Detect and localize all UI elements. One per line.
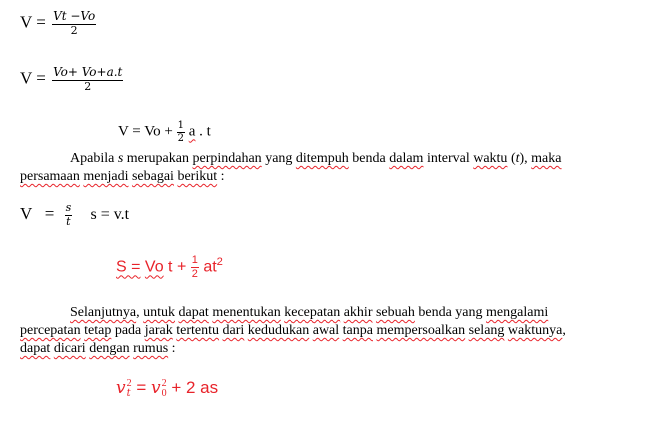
equation-4-fraction: [65, 202, 73, 228]
text: yang: [261, 151, 296, 166]
word: dari: [222, 323, 245, 338]
text: ),: [519, 151, 532, 166]
word: ditempuh: [295, 151, 349, 166]
word: persamaan: [20, 169, 80, 184]
equation-2: [20, 66, 123, 93]
equation-6-equals: =: [131, 378, 151, 397]
word: untuk: [143, 305, 175, 320]
word: sebagai: [131, 169, 174, 184]
word: tetap: [84, 323, 112, 338]
equation-1-fraction: [52, 10, 96, 37]
word: menentukan: [212, 305, 281, 320]
text: Apabila: [70, 151, 118, 166]
equation-3-numerator: 1: [177, 120, 184, 131]
equation-5-denominator: 2: [191, 267, 198, 280]
text: benda: [348, 151, 390, 166]
text: interval: [423, 151, 474, 166]
equation-6-rest: + 2 as: [166, 378, 219, 397]
paragraph-1-line-1: [70, 150, 562, 168]
equation-4: [20, 202, 129, 228]
text: ,: [562, 323, 566, 338]
equation-3: [118, 120, 211, 144]
equation-4-lhs: V =: [20, 204, 55, 224]
word: waktunya: [507, 323, 563, 338]
word: berikut: [177, 169, 218, 184]
word: dengan: [89, 341, 130, 356]
word: rumus: [133, 341, 169, 356]
word: percepatan: [20, 323, 81, 338]
word: dapat: [20, 341, 51, 356]
word: sebuah: [375, 305, 415, 320]
word: maka: [531, 151, 562, 166]
var-t: t: [515, 151, 520, 166]
equation-6-sub-1: t: [126, 388, 131, 400]
equation-1-numerator: Vt −Vo: [53, 9, 96, 23]
paragraph-2-line-2: [20, 322, 566, 340]
equation-1-denominator: 2: [70, 23, 78, 37]
word: dicari: [53, 341, 86, 356]
equation-3-tail: . t: [199, 123, 211, 140]
equation-5-exponent: 2: [216, 256, 223, 269]
word: Selanjutnya: [70, 305, 137, 320]
equation-6: [116, 378, 218, 399]
text: ,: [136, 305, 144, 320]
equation-1: [20, 10, 96, 37]
word: waktu: [473, 151, 508, 166]
equation-5-vo: Vo: [144, 258, 164, 276]
text: :: [168, 341, 176, 356]
paragraph-2-line-3: [20, 340, 176, 358]
equation-3-text: V = Vo +: [118, 123, 173, 140]
equation-3-fraction: [177, 120, 185, 144]
word: perpindahan: [192, 151, 262, 166]
word: kecepatan: [284, 305, 341, 320]
equation-5-t: t +: [163, 258, 187, 276]
equation-6-v1: v: [116, 378, 126, 398]
equation-4-numerator: s: [65, 201, 72, 214]
equation-5-fraction: [191, 254, 199, 280]
equation-3-denominator: 2: [177, 132, 184, 144]
word: menjadi: [83, 169, 129, 184]
equation-1-lhs: V =: [20, 12, 46, 32]
word: mempersoalkan: [376, 323, 466, 338]
text: pada: [111, 323, 145, 338]
equation-6-sub-2: 0: [161, 388, 167, 400]
word: dalam: [389, 151, 424, 166]
var-s: s: [117, 151, 124, 166]
text: benda yang: [414, 305, 487, 320]
equation-2-numerator: Vo+ Vo+a.t: [53, 65, 123, 79]
equation-5-numerator: 1: [191, 254, 198, 266]
word: kedudukan: [247, 323, 310, 338]
word: jarak: [144, 323, 173, 338]
equation-4-rhs: s = v.t: [90, 206, 130, 224]
equation-5-at: at: [203, 258, 217, 276]
word: awal: [312, 323, 340, 338]
equation-6-sup-1: 2: [126, 378, 132, 390]
equation-6-v2: v: [150, 378, 161, 398]
text: :: [217, 169, 225, 184]
word: mengalami: [486, 305, 549, 320]
paragraph-1-line-2: [20, 168, 225, 186]
equation-5-lhs: S =: [116, 258, 141, 276]
text: merupakan: [123, 151, 193, 166]
paragraph-2-line-1: [70, 304, 548, 322]
equation-6-sup-2: 2: [161, 378, 167, 390]
word: tertentu: [176, 323, 220, 338]
equation-3-a: a: [188, 123, 196, 140]
equation-2-fraction: [52, 66, 123, 93]
word: akhir: [343, 305, 373, 320]
equation-2-denominator: 2: [84, 79, 92, 93]
text: (: [507, 151, 516, 166]
equation-5: [116, 254, 223, 280]
word: selang: [468, 323, 505, 338]
word: tanpa: [342, 323, 373, 338]
equation-4-denominator: t: [66, 214, 71, 228]
word: dapat: [178, 305, 209, 320]
equation-2-lhs: V =: [20, 68, 46, 88]
